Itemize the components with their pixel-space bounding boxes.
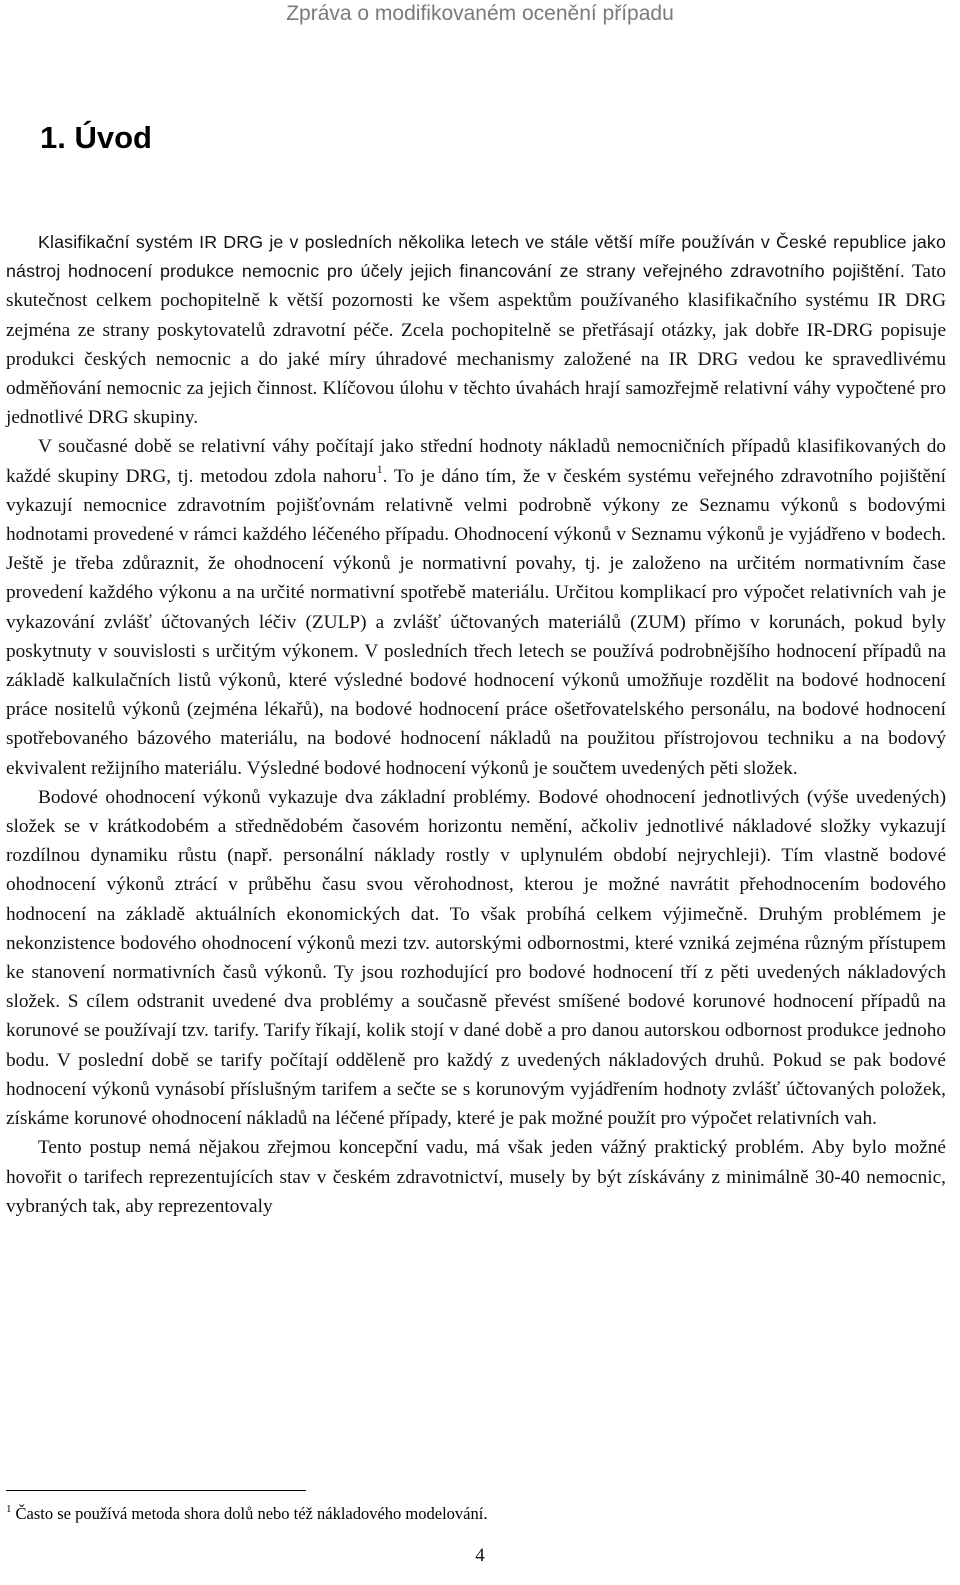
section-heading: 1. Úvod xyxy=(40,120,152,155)
footnote-text: Často se používá metoda shora dolů nebo též nákladového modelování. xyxy=(15,1504,488,1523)
paragraph-4: Tento postup nemá nějakou zřejmou koncepční vadu, má však jeden vážný praktický problém. Aby bylo možné hovořit o tarifech reprezentujících stav v českém zdravotnictví, musely by být získávány z minimálně 30-40 nemocnic, vybraných tak, aby reprezentovaly xyxy=(6,1137,946,1217)
paragraph-2-run-b: . To je dáno tím, že v českém systému veřejného zdravotního pojištění vykazují nemocnice zdravotním pojišťovnám relativně velmi podrobně výkony ze Seznamu výkonů s bodovými hodnotami provedené v rámci každého léčeného případu. Ohodnocení výkonů v Seznamu výkonů je vyjádřeno v bodech. Ještě je třeba zdůraznit, že ohodnocení výkonů je normativní povahy, tj. je založeno na určitém normativním čase provedení každého výkonu a na určité normativní spotřebě materiálu. Určitou komplikací pro výpočet relativních vah je vykazování zvlášť účtovaných léčiv (ZULP) a zvlášť účtovaných materiálů (ZUM) přímo v korunách, pokud byly poskytnuty v souvislosti s určitým výkonem. V posledních třech letech se používá podrobnějšího hodnocení případů na základě kalkulačních listů výkonů, které výsledné bodové hodnocení výkonů umožňuje rozdělit na bodové hodnocení práce nositelů výkonů (zejména lékařů), na bodové hodnocení práce ošetřovatelského personálu, na bodové hodnocení spotřebovaného bázového materiálu, na bodové hodnocení nákladů na použitou přístrojovou techniku a na bodový ekvivalent režijního materiálu. Výsledné bodové hodnocení výkonů je součtem uvedených pěti složek. xyxy=(6,465,946,779)
paragraph-1-run-a: Tato skutečnost celkem pochopitelně k větší pozornosti ke všem aspektům používaného klasifikačního systému IR DRG zejména ze strany poskytovatelů zdravotní péče. xyxy=(6,261,946,341)
footnote xyxy=(6,1504,487,1524)
paragraph-2 xyxy=(6,432,946,782)
paragraph-1-run-b: Zcela pochopitelně se přetřásají otázky, jak dobře IR-DRG popisuje produkci českých nemocnic a do jaké míry úhradové mechanismy založené na IR DRG vedou ke spravedlivému odměňování nemocnic za jejich činnost. Klíčovou úlohu v těchto úvahách hrají samozřejmě relativní váhy vypočtené pro jednotlivé DRG skupiny. xyxy=(6,319,946,429)
page-number: 4 xyxy=(475,1545,485,1566)
paragraph-2-run-a: V současné době se relativní váhy počítají jako střední hodnoty nákladů nemocničních případů klasifikovaných do každé skupiny DRG, tj. metodou zdola nahoru xyxy=(6,436,946,487)
footnote-marker: 1 xyxy=(6,1502,12,1515)
footnote-reference[interactable]: 1 xyxy=(376,462,383,477)
body-text xyxy=(6,228,946,1221)
paragraph-3: Bodové ohodnocení výkonů vykazuje dva základní problémy. Bodové ohodnocení jednotlivých (výše uvedených) složek se v krátkodobém a střednědobém časovém horizontu nemění, ačkoliv jednotlivé nákladové složky vykazují rozdílnou dynamiku růstu (např. personální náklady rostly v uplynulém období nejrychleji). Tím vlastně bodové ohodnocení výkonů ztrácí v průběhu času svou věrohodnost, kterou je možné navrátit přehodnocením bodového hodnocení na základě aktuálních ekonomických dat. To však probíhá celkem výjimečně. Druhým problémem je nekonzistence bodového ohodnocení výkonů mezi tzv. autorskými odbornostmi, které vzniká zejména různým přístupem ke stanovení normativních časů výkonů. Ty jsou rozhodující pro bodové hodnocení tří z pěti uvedených nákladových složek. S cílem odstranit uvedené dva problémy a současně převést smíšené bodové korunové hodnocení případů na korunové se používají tzv. tarify. Tarify říkají, kolik stojí v dané době a pro danou autorskou odbornost produkce jednoho bodu. V poslední době se tarify počítají odděleně pro každý z uvedených nákladových druhů. Pokud se pak bodové hodnocení výkonů vynásobí příslušným tarifem a sečte se s korunovým vyjádřením hodnoty zvlášť účtovaných položek, získáme korunové ohodnocení nákladů na léčené případy, které je pak možné použít pro výpočet relativních vah. xyxy=(6,786,946,1130)
footnote-separator xyxy=(6,1490,306,1491)
running-header: Zpráva o modifikovaném ocenění případu xyxy=(286,2,674,25)
paragraph-1-sans-run: Klasifikační systém IR DRG je v posledních několika letech ve stále větší míře používán v České republice jako nástroj hodnocení produkce nemocnic pro účely jejich financování ze strany veřejného zdravotního pojištění. xyxy=(6,232,946,282)
paragraph-1 xyxy=(6,228,946,432)
